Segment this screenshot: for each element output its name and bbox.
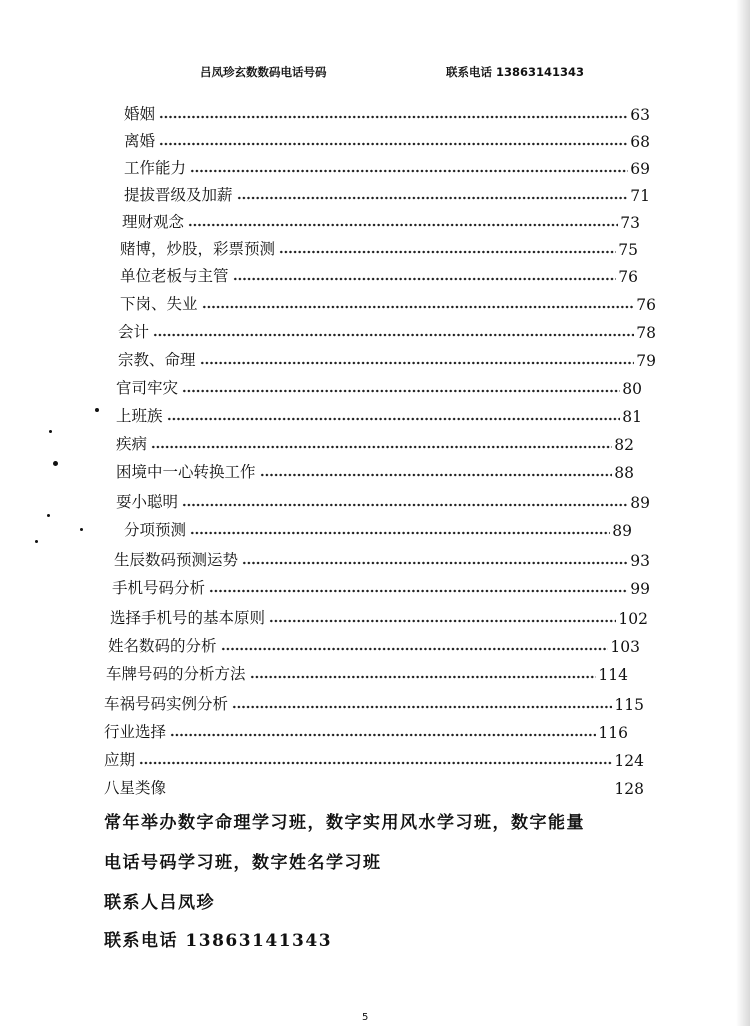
toc-entry-page: 73 xyxy=(620,214,640,232)
toc-entry-page: 82 xyxy=(614,436,634,454)
toc-entry xyxy=(120,235,638,259)
toc-entry xyxy=(124,127,650,151)
toc-entry-page: 88 xyxy=(614,464,634,482)
notice-line-2: 电话号码学习班，数字姓名学习班 xyxy=(104,853,382,873)
toc-entry xyxy=(124,516,632,540)
toc-entry-title: 官司牢灾 xyxy=(116,379,179,397)
leader-dots xyxy=(232,704,612,710)
leader-dots xyxy=(242,560,628,566)
toc-entry xyxy=(124,181,650,205)
leader-dots xyxy=(170,732,596,738)
toc-entry-page: 76 xyxy=(636,296,656,314)
toc-entry xyxy=(114,546,650,570)
scan-speck xyxy=(49,430,52,433)
toc-entry xyxy=(118,346,656,370)
toc-entry-page: 78 xyxy=(636,324,656,342)
toc-entry-page: 69 xyxy=(630,160,650,178)
scan-speck xyxy=(47,514,50,517)
toc-entry-title: 单位老板与主管 xyxy=(120,267,229,285)
toc-entry-page: 102 xyxy=(618,610,648,628)
toc-entry xyxy=(124,154,650,178)
toc-entry-page: 116 xyxy=(598,724,628,742)
toc-entry-page: 103 xyxy=(610,638,640,656)
toc-entry-title: 下岗、失业 xyxy=(120,295,198,313)
toc-entry-page: 63 xyxy=(630,106,650,124)
toc-entry-page: 71 xyxy=(630,187,650,205)
toc-entry-title: 生辰数码预测运势 xyxy=(114,551,239,569)
header-phone: 联系电话 13863141343 xyxy=(446,65,585,79)
toc-entry xyxy=(118,318,656,342)
toc-entry xyxy=(116,430,634,454)
contact-person: 联系人吕凤珍 xyxy=(104,893,215,913)
leader-dots xyxy=(250,674,597,680)
toc-entry-page: 68 xyxy=(630,133,650,151)
toc-entry-title: 宗教、命理 xyxy=(118,351,196,369)
leader-dots xyxy=(167,416,621,422)
leader-dots xyxy=(182,502,628,508)
leader-dots xyxy=(221,646,609,652)
toc-entry xyxy=(104,718,628,742)
toc-entry-title: 应期 xyxy=(104,751,136,769)
leader-dots xyxy=(260,472,613,478)
toc-entry-title: 选择手机号的基本原则 xyxy=(110,609,266,627)
toc-entry-page: 114 xyxy=(598,666,628,684)
leader-dots xyxy=(159,114,628,120)
toc-entry-title: 耍小聪明 xyxy=(116,493,179,511)
toc-entry-page: 81 xyxy=(622,408,642,426)
toc-entry xyxy=(104,690,644,714)
leader-dots xyxy=(159,141,628,147)
scan-speck xyxy=(95,408,99,412)
toc-entry xyxy=(104,746,644,770)
toc-entry xyxy=(116,374,642,398)
toc-entry-title: 行业选择 xyxy=(104,723,167,741)
toc-entry xyxy=(110,604,648,628)
toc-entry xyxy=(122,208,640,232)
toc-entry-title: 分项预测 xyxy=(124,521,187,539)
toc-entry-title: 手机号码分析 xyxy=(112,579,206,597)
scan-speck xyxy=(35,540,38,543)
toc-entry-title: 会计 xyxy=(118,323,150,341)
leader-dots xyxy=(190,530,610,536)
leader-dots xyxy=(188,222,618,228)
leader-dots xyxy=(209,588,628,594)
toc-entry xyxy=(120,262,638,286)
toc-entry-title: 理财观念 xyxy=(122,213,185,231)
toc-entry-title: 婚姻 xyxy=(124,105,156,123)
leader-dots xyxy=(139,760,612,766)
toc-entry-page: 124 xyxy=(614,752,644,770)
toc-entry xyxy=(124,100,650,124)
toc-entry-title: 工作能力 xyxy=(124,159,187,177)
toc-entry xyxy=(108,632,640,656)
toc-entry-title: 上班族 xyxy=(116,407,163,425)
leader-dots xyxy=(269,618,616,624)
toc-entry-title: 姓名数码的分析 xyxy=(108,637,217,655)
scan-speck xyxy=(53,461,58,466)
toc-entry-title: 困境中一心转换工作 xyxy=(116,463,256,481)
toc-entry-page: 79 xyxy=(636,352,656,370)
toc-entry xyxy=(116,488,650,512)
page-header xyxy=(0,64,750,84)
toc-entry-page: 93 xyxy=(630,552,650,570)
toc-entry xyxy=(116,402,642,426)
toc-entry-page: 75 xyxy=(618,241,638,259)
toc-entry xyxy=(106,660,628,684)
leader-dots xyxy=(153,332,634,338)
toc-entry-title: 赌博，炒股，彩票预测 xyxy=(120,240,276,258)
notice-line-1: 常年举办数字命理学习班，数字实用风水学习班，数字能量 xyxy=(104,813,585,833)
leader-dots xyxy=(237,195,629,201)
toc-entry-page: 115 xyxy=(614,696,644,714)
toc-entry xyxy=(104,774,644,798)
leader-dots xyxy=(151,444,612,450)
page-number-mark: 5 xyxy=(362,1012,369,1023)
toc-entry xyxy=(116,458,634,482)
leader-dots xyxy=(279,249,616,255)
leader-dots xyxy=(182,388,620,394)
toc-entry-title: 离婚 xyxy=(124,132,156,150)
header-title: 吕凤珍玄数数码电话号码 xyxy=(200,65,327,79)
contact-phone: 联系电话 13863141343 xyxy=(104,931,333,951)
leader-dots xyxy=(233,276,617,282)
leader-dots xyxy=(200,360,635,366)
toc-entry-title: 疾病 xyxy=(116,435,148,453)
toc-entry-title: 车牌号码的分析方法 xyxy=(106,665,246,683)
toc-entry xyxy=(120,290,656,314)
leader-dots xyxy=(190,168,628,174)
toc-entry-page: 99 xyxy=(630,580,650,598)
scan-speck xyxy=(80,528,83,531)
toc-entry-title: 提拔晋级及加薪 xyxy=(124,186,233,204)
leader-dots xyxy=(202,304,635,310)
toc-entry xyxy=(112,574,650,598)
toc-entry-page: 128 xyxy=(614,780,644,798)
toc-entry-page: 76 xyxy=(618,268,638,286)
toc-entry-page: 89 xyxy=(612,522,632,540)
page-edge-shadow xyxy=(736,0,750,1026)
toc-entry-title: 八星类像 xyxy=(104,779,167,797)
toc-entry-page: 80 xyxy=(622,380,642,398)
toc-entry-page: 89 xyxy=(630,494,650,512)
toc-entry-title: 车祸号码实例分析 xyxy=(104,695,229,713)
